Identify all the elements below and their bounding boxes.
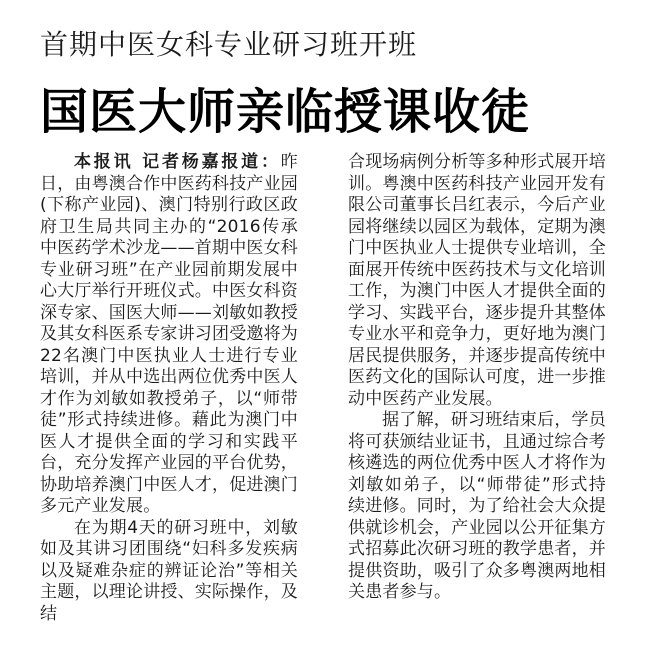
article-headline: 国医大师亲临授课收徒 — [40, 84, 531, 140]
article-paragraph-text: 昨日，由粤澳合作中医药科技产业园(下称产业园)、澳门特别行政区政府卫生局共同主办的“2016传承中医药学术沙龙——首期中医女科专业研习班”在产业园前期发展中心大厅举行开班仪式。中医女科资深专家、国医大师——刘敏如教授及其女科医系专家讲习团受邀将为22名澳门中医执业人士进行专业培训，并从中选出两位优秀中医人才作为刘敏如教授弟子，以“师带徒”形式持续进修。藉此为澳门中医人才提供全面的学习和实践平台，充分发挥产业园的平台优势，协助培养澳门中医人才，促进澳门多元产业发展。 — [40, 152, 298, 516]
article-paragraph: 在为期4天的研习班中，刘敏如及其讲习团围绕“妇科多发疾病以及疑难杂症的辨证论治”等相关主题，以理论讲授、实际操作，及结 — [40, 517, 298, 624]
article-paragraph-continued: 合现场病例分析等多种形式展开培训。粤澳中医药科技产业园开发有限公司董事长吕红表示，今后产业园将继续以园区为载体，定期为澳门中医执业人士提供专业培训，全面展开传统中医药技术与文化培训工作，为澳门中医人才提供全面的学习、实践平台，逐步提升其整体专业水平和竞争力，更好地为澳门居民提供服务，并逐步提高传统中医药文化的国际认可度，进一步推动中医药产业发展。 — [348, 152, 606, 409]
article-subtitle: 首期中医女科专业研习班开班 — [40, 28, 418, 61]
article-column-left — [40, 152, 298, 625]
article-paragraph — [40, 152, 298, 518]
article-paragraph: 据了解，研习班结束后，学员将可获颁结业证书，且通过综合考核遴选的两位优秀中医人才将作为刘敏如弟子，以“师带徒”形式持续进修。同时，为了给社会大众提供就诊机会，产业园以公开征集方式招募此次研习班的教学患者，并提供资助，吸引了众多粤澳两地相关患者参与。 — [348, 410, 606, 602]
article-byline: 本报讯 记者杨嘉报道： — [74, 152, 281, 172]
article-column-right — [348, 152, 606, 604]
